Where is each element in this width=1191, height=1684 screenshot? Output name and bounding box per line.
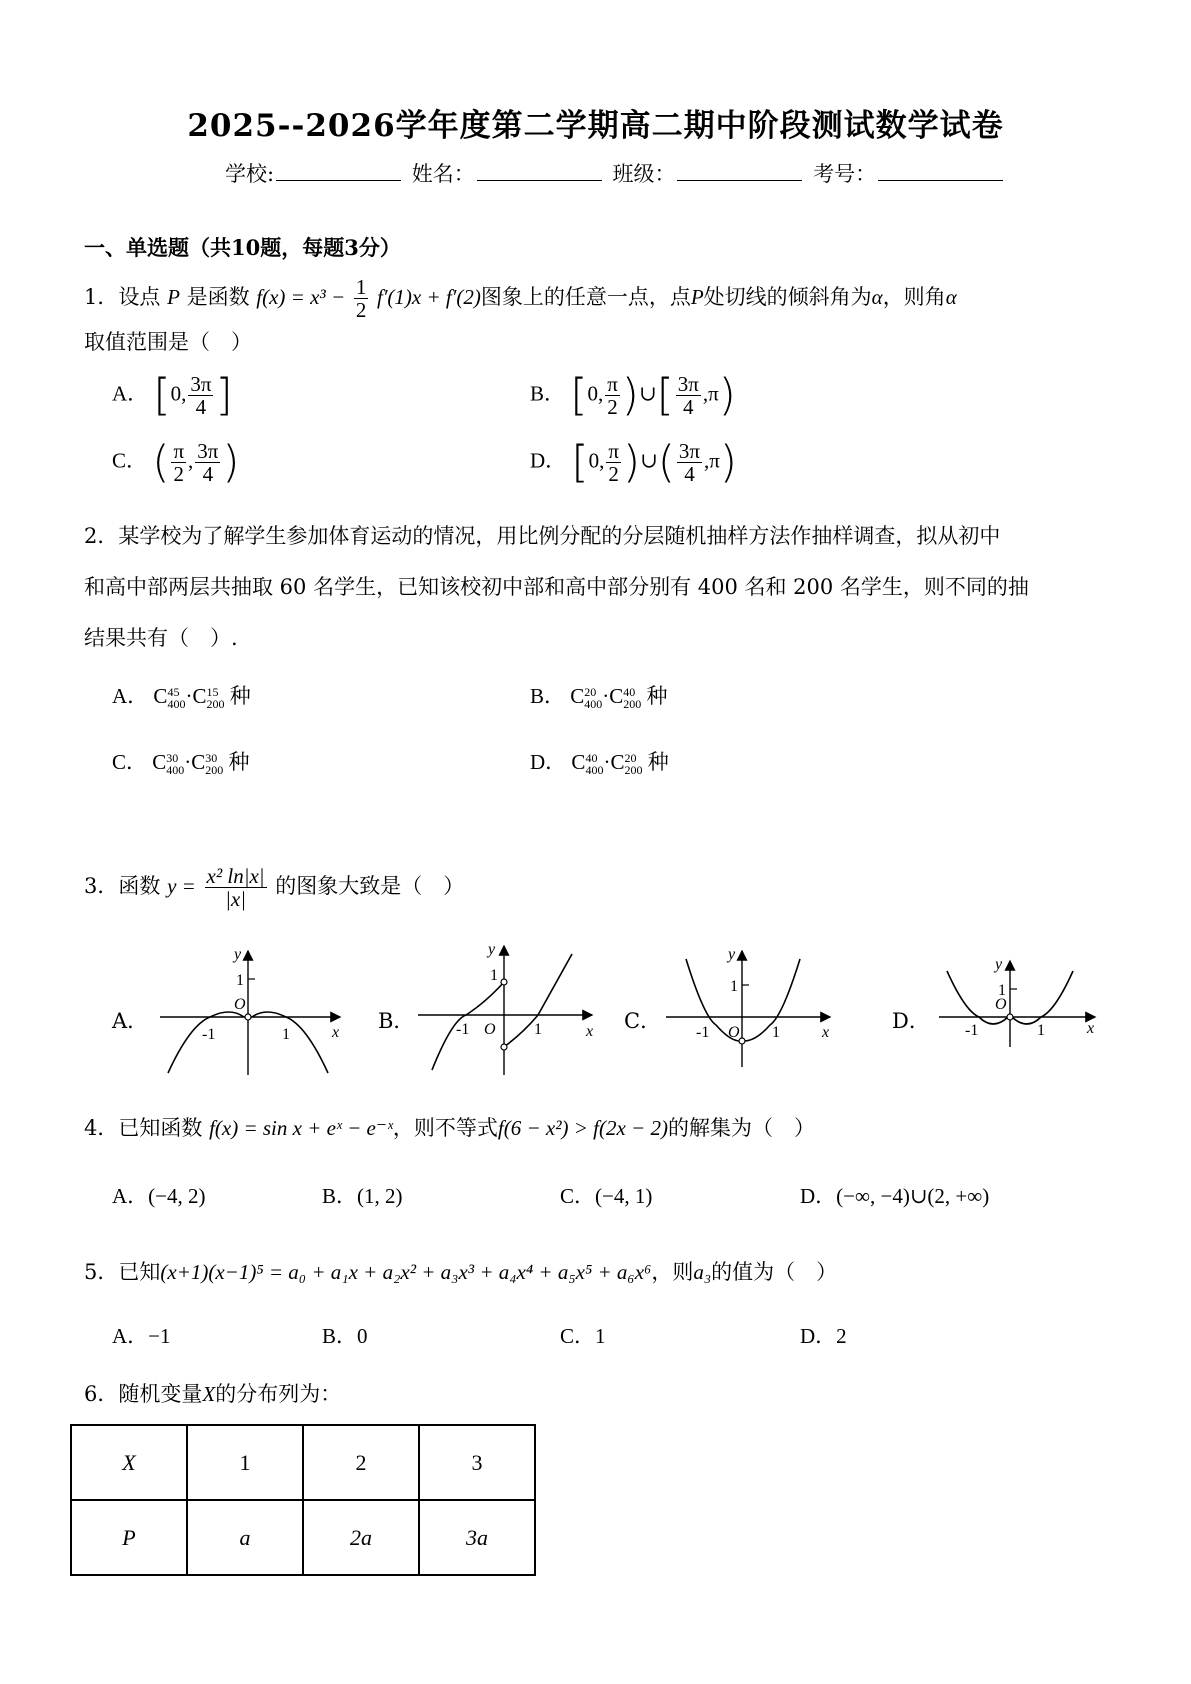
q1-option-c[interactable] — [112, 436, 240, 488]
q1-d-union: ∪ — [640, 448, 658, 473]
q2-option-b[interactable] — [530, 680, 668, 710]
origin-label: O — [728, 1024, 740, 1041]
comb-c: C — [609, 684, 624, 708]
y-label: y — [728, 946, 736, 963]
q1-b-b-num: 3π — [677, 372, 699, 396]
comb-c: C — [191, 750, 206, 774]
comb-indices-2 — [623, 686, 641, 710]
q5-text-1: 5．已知 — [84, 1260, 161, 1284]
question-4-stem — [84, 1112, 815, 1142]
q3-graph-d[interactable] — [935, 955, 1110, 1070]
q1-half-fraction — [354, 276, 369, 321]
comb-sub-1: 400 — [585, 763, 604, 778]
q5-option-c[interactable] — [560, 1320, 606, 1350]
paren-close: ) — [622, 436, 641, 488]
tick-label-1x: 1 — [772, 1024, 780, 1041]
bracket-open: [ — [571, 436, 589, 488]
q4-option-b-label: B． — [322, 1184, 358, 1208]
tick-label-1x: 1 — [282, 1026, 290, 1043]
q1-b-a-fraction — [605, 373, 620, 418]
paren-close: ) — [718, 369, 736, 421]
table-cell: 3a — [419, 1500, 535, 1575]
hole-point — [245, 1014, 251, 1020]
q1-half-num: 1 — [355, 275, 367, 299]
q5-option-d[interactable] — [800, 1320, 847, 1350]
comb-sub-1: 400 — [166, 763, 185, 778]
q1-number: 1． — [84, 285, 119, 310]
q1-d-a-fraction — [606, 440, 621, 485]
q1-option-d-label: D． — [530, 448, 567, 473]
comb-sub-2: 200 — [623, 697, 642, 712]
comb-indices-2 — [624, 752, 642, 776]
q2-option-a[interactable] — [112, 680, 251, 710]
q1-d-b-fraction — [677, 440, 702, 485]
q1-d-b-right: ,π — [704, 448, 720, 473]
origin-label: O — [484, 1021, 496, 1038]
q1-d-b-den: 4 — [684, 462, 695, 487]
q4-option-a-label: A． — [112, 1184, 149, 1208]
q1-d-b-num: 3π — [678, 439, 701, 463]
paren-open: ( — [657, 436, 675, 488]
bracket-open: [ — [656, 369, 674, 421]
q1-c-a-fraction — [171, 440, 186, 485]
q5-expression: (x+1)(x−1)⁵ = a₀ + a₁x + a₂x² + a₃x³ + a₄x⁴ + a₅x⁵ + a₆x⁶ — [160, 1260, 652, 1284]
q1-text-3: 图象上的任意一点，点 — [480, 285, 691, 310]
q1-text-5: ，则角 — [882, 285, 946, 310]
q1-b-b-right: ,π — [702, 381, 719, 406]
q1-option-b[interactable] — [530, 369, 736, 421]
q4-option-b-value: (1, 2) — [357, 1184, 403, 1208]
q1-func-right: f′(1)x + f′(2) — [377, 285, 481, 310]
q4-option-a[interactable] — [112, 1180, 206, 1210]
dot: · — [602, 684, 610, 708]
q1-text-4: 处切线的倾斜角为 — [703, 285, 872, 310]
school-label: 学校: — [225, 162, 275, 186]
q4-text-2: ，则不等式 — [392, 1116, 498, 1140]
dot: · — [603, 750, 611, 774]
q4-option-b[interactable] — [322, 1180, 403, 1210]
tick-label-1: 1 — [490, 967, 498, 984]
q2-option-d-label: D． — [530, 750, 567, 774]
q4-text-1: 4．已知函数 — [84, 1116, 203, 1140]
q6-text-1: 6．随机变量 — [84, 1382, 203, 1406]
curve-right — [252, 1012, 328, 1073]
q1-b-b-den: 4 — [683, 395, 694, 420]
question-2-line-1: 2．某学校为了解学生参加体育运动的情况，用比例分配的分层随机抽样方法作抽样调查，拟从初中 — [84, 524, 1001, 548]
q1-a-left: 0, — [170, 381, 187, 406]
comb-indices-1 — [167, 686, 185, 710]
comb-indices-1 — [584, 686, 602, 710]
paren-open: ( — [152, 436, 170, 488]
q1-option-d[interactable] — [530, 436, 738, 488]
comb-sup-1: 45 — [167, 685, 180, 700]
suffix: 种 — [228, 750, 250, 774]
curve-right — [1012, 971, 1073, 1024]
q4-function: f(x) = sin x + eˣ − e⁻ˣ — [209, 1116, 393, 1140]
y-label: y — [234, 946, 242, 963]
q4-option-d[interactable] — [800, 1180, 989, 1210]
q2-option-b-label: B． — [530, 684, 566, 708]
q2-option-c[interactable] — [112, 746, 250, 776]
hole-point-bottom — [501, 1044, 507, 1050]
q5-option-d-value: 2 — [836, 1324, 847, 1348]
q1-b-a-num: π — [607, 372, 618, 396]
q1-point-p: P — [167, 285, 180, 310]
q1-c-comma: , — [188, 448, 194, 473]
comb-sub-2: 200 — [206, 697, 225, 712]
comb-sup-1: 30 — [166, 751, 179, 766]
hole-point — [1007, 1014, 1013, 1020]
table-cell: a — [187, 1500, 303, 1575]
q3-option-c-label[interactable]: C． — [624, 1009, 662, 1033]
q5-option-c-label: C． — [560, 1324, 596, 1348]
comb-c: C — [570, 684, 585, 708]
q4-option-c-label: C． — [560, 1184, 596, 1208]
x-label: x — [1087, 1020, 1095, 1037]
suffix: 种 — [229, 684, 251, 708]
q1-d-a-left: 0, — [588, 448, 605, 473]
school-blank[interactable] — [276, 160, 401, 181]
table-cell: P — [71, 1500, 187, 1575]
q1-b-a-left: 0, — [587, 381, 604, 406]
tick-label-1x: 1 — [534, 1021, 542, 1038]
x-label: x — [586, 1023, 594, 1040]
q4-option-c-value: (−4, 1) — [595, 1184, 653, 1208]
comb-c: C — [153, 684, 168, 708]
table-row — [71, 1425, 535, 1500]
tick-label-neg1: -1 — [696, 1024, 710, 1041]
comb-sup-2: 15 — [206, 685, 219, 700]
question-3-stem — [84, 865, 464, 910]
q1-text-1: 设点 — [118, 285, 161, 310]
q2-option-c-label: C． — [112, 750, 148, 774]
distribution-table — [70, 1424, 536, 1576]
q1-c-b-fraction — [195, 440, 220, 485]
q3-number: 3．函数 — [84, 874, 161, 899]
question-6-stem — [84, 1378, 341, 1408]
q1-option-a[interactable] — [112, 369, 233, 421]
x-label: x — [332, 1024, 340, 1041]
origin-label: O — [234, 996, 246, 1013]
q1-half-den: 2 — [355, 298, 367, 323]
exam-title: 2025--2026学年度第二学期高二期中阶段测试数学试卷 — [187, 108, 1004, 144]
y-label: y — [995, 956, 1003, 973]
name-label: 姓名： — [411, 162, 475, 186]
q6-text-2: 的分布列为： — [215, 1382, 342, 1406]
paren-close: ) — [222, 436, 240, 488]
q1-d-a-den: 2 — [608, 462, 619, 487]
q3-denominator: |x| — [225, 887, 246, 912]
comb-sub-2: 200 — [205, 763, 224, 778]
comb-indices-1 — [585, 752, 603, 776]
dot: · — [185, 684, 193, 708]
comb-sub-1: 400 — [167, 697, 186, 712]
tick-label-1: 1 — [998, 982, 1006, 999]
comb-indices-2 — [206, 686, 224, 710]
q1-option-b-label: B． — [530, 381, 566, 406]
q1-c-b-den: 4 — [202, 462, 214, 487]
comb-sup-2: 40 — [623, 685, 636, 700]
comb-sub-1: 400 — [584, 697, 603, 712]
q1-b-a-den: 2 — [607, 395, 618, 420]
table-cell: 1 — [187, 1425, 303, 1500]
question-2-line-2: 和高中部两层共抽取 60 名学生，已知该校初中部和高中部分别有 400 名和 200 名学生，则不同的抽 — [84, 575, 1029, 599]
q1-d-a-num: π — [608, 439, 619, 463]
table-row — [71, 1500, 535, 1575]
question-2-line-3: 结果共有（ ）. — [84, 626, 238, 650]
q1-alpha-2: α — [945, 285, 957, 310]
q5-a3: a₃ — [693, 1260, 712, 1284]
q1-a-num: 3π — [190, 372, 212, 396]
y-label: y — [488, 941, 496, 958]
q3-graph-a[interactable] — [150, 945, 350, 1080]
q1-c-b-num: 3π — [197, 439, 219, 463]
q3-tail: 的图象大致是（ ） — [275, 874, 465, 899]
q5-option-d-label: D． — [800, 1324, 837, 1348]
suffix: 种 — [646, 684, 668, 708]
q5-option-a[interactable] — [112, 1320, 171, 1350]
q5-text-3: 的值为（ ） — [711, 1260, 838, 1284]
q2-option-a-label: A． — [112, 684, 149, 708]
bracket-close: ] — [215, 369, 233, 421]
student-info-line — [225, 158, 1007, 188]
q1-text-2: 是函数 — [186, 285, 250, 310]
q5-option-c-value: 1 — [595, 1324, 606, 1348]
comb-sup-1: 40 — [585, 751, 598, 766]
class-blank[interactable] — [677, 160, 802, 181]
comb-c: C — [152, 750, 167, 774]
q5-option-b[interactable] — [322, 1320, 368, 1350]
comb-sup-2: 30 — [205, 751, 218, 766]
number-label: 考号： — [813, 162, 877, 186]
tick-label-1x: 1 — [1037, 1022, 1045, 1039]
comb-indices-2 — [205, 752, 223, 776]
bracket-open: [ — [153, 369, 171, 421]
q4-option-d-label: D． — [800, 1184, 837, 1208]
table-cell: 2 — [303, 1425, 419, 1500]
q3-fraction — [205, 865, 267, 910]
tick-label-1: 1 — [236, 972, 244, 989]
q1-alpha: α — [871, 285, 883, 310]
comb-c: C — [192, 684, 207, 708]
q1-a-den: 4 — [195, 395, 207, 420]
q1-option-c-label: C． — [112, 448, 148, 473]
comb-sup-2: 20 — [624, 751, 637, 766]
q1-a-fraction — [188, 373, 213, 418]
section-heading: 一、单选题（共10题，每题3分） — [84, 235, 401, 260]
table-cell: X — [71, 1425, 187, 1500]
q1-b-b-fraction — [676, 373, 701, 418]
q1-option-a-label: A． — [112, 381, 149, 406]
suffix: 种 — [647, 750, 669, 774]
number-blank[interactable] — [878, 160, 1003, 181]
tick-label-neg1: -1 — [456, 1021, 470, 1038]
tick-label-1: 1 — [730, 978, 738, 995]
table-cell: 3 — [419, 1425, 535, 1500]
hole-point — [739, 1038, 745, 1044]
q4-text-3: 的解集为（ ） — [667, 1116, 815, 1140]
comb-sub-2: 200 — [624, 763, 643, 778]
q5-option-b-value: 0 — [357, 1324, 368, 1348]
tick-label-neg1: -1 — [202, 1026, 216, 1043]
q5-option-a-value: −1 — [148, 1324, 171, 1348]
q4-inequality: f(6 − x²) > f(2x − 2) — [497, 1116, 668, 1140]
q3-graph-b[interactable] — [412, 940, 602, 1080]
q1-point-p-2: P — [690, 285, 704, 310]
q5-option-b-label: B． — [322, 1324, 358, 1348]
q3-option-a-label[interactable]: A． — [112, 1009, 149, 1033]
question-1-stem — [84, 276, 957, 321]
q2-option-d[interactable] — [530, 746, 669, 776]
origin-label: O — [995, 996, 1007, 1013]
q1-c-a-num: π — [173, 439, 185, 463]
q4-option-a-value: (−4, 2) — [148, 1184, 206, 1208]
q3-option-b-label[interactable]: B． — [378, 1009, 415, 1033]
q4-option-c[interactable] — [560, 1180, 652, 1210]
comb-sup-1: 20 — [584, 685, 597, 700]
x-label: x — [822, 1024, 830, 1041]
question-5-stem — [84, 1256, 837, 1286]
comb-indices-1 — [166, 752, 184, 776]
dot: · — [184, 750, 192, 774]
q6-variable-x: X — [202, 1382, 216, 1406]
q5-text-2: ，则 — [651, 1260, 694, 1284]
bracket-open: [ — [570, 369, 588, 421]
q1-c-a-den: 2 — [173, 462, 184, 487]
q1-func-left: f(x) = x³ − — [256, 285, 346, 310]
tick-label-neg1: -1 — [965, 1022, 979, 1039]
hole-point-top — [501, 979, 507, 985]
q5-option-a-label: A． — [112, 1324, 149, 1348]
paren-close: ) — [719, 436, 738, 488]
class-label: 班级： — [612, 162, 676, 186]
q3-option-d-label[interactable]: D． — [892, 1009, 930, 1033]
q4-option-d-value: (−∞, −4)∪(2, +∞) — [836, 1184, 990, 1208]
q3-numerator: x² ln|x| — [206, 864, 265, 888]
name-blank[interactable] — [477, 160, 602, 181]
comb-c: C — [610, 750, 625, 774]
q3-graph-c[interactable] — [660, 945, 840, 1075]
paren-close: ) — [621, 369, 639, 421]
comb-c: C — [571, 750, 586, 774]
table-cell: 2a — [303, 1500, 419, 1575]
question-1-line-2: 取值范围是（ ） — [84, 330, 252, 354]
q1-b-union: ∪ — [638, 381, 657, 406]
q3-y-eq: y = — [167, 874, 196, 899]
